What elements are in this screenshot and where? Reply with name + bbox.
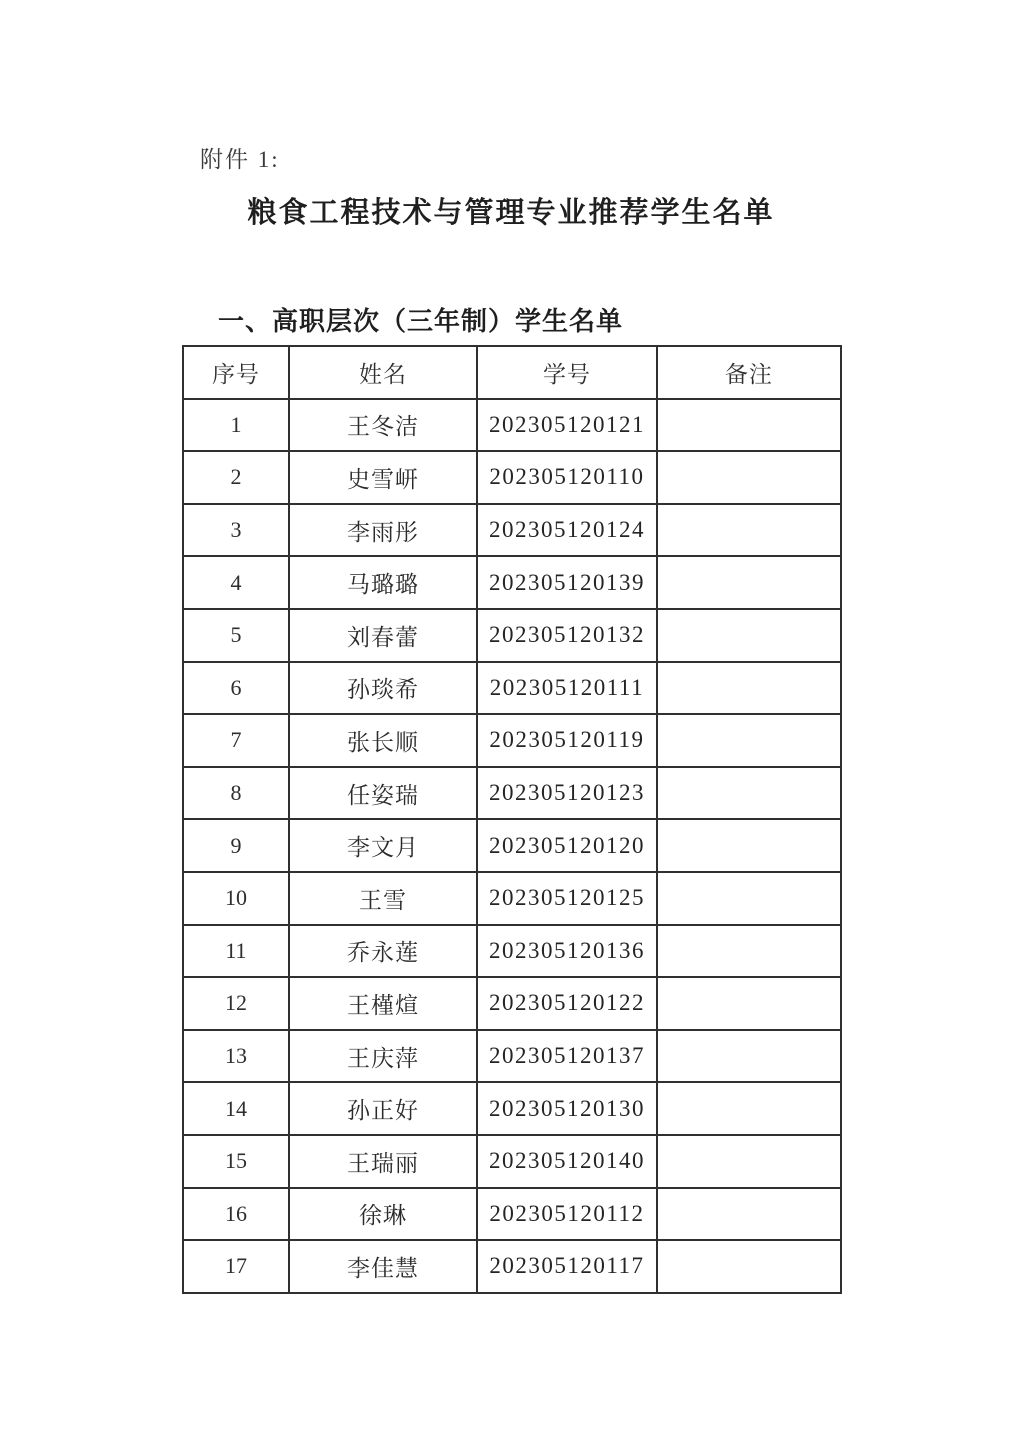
cell-remark xyxy=(657,925,841,978)
cell-remark xyxy=(657,1082,841,1135)
cell-student-id: 202305120120 xyxy=(477,819,657,872)
cell-student-name: 马璐璐 xyxy=(289,556,477,609)
cell-student-name: 王冬洁 xyxy=(289,399,477,452)
cell-student-name: 李佳慧 xyxy=(289,1240,477,1293)
column-header-no: 序号 xyxy=(183,346,289,399)
table-row xyxy=(183,925,841,978)
cell-remark xyxy=(657,1188,841,1241)
table-row xyxy=(183,662,841,715)
cell-student-id: 202305120136 xyxy=(477,925,657,978)
cell-student-name: 王瑞丽 xyxy=(289,1135,477,1188)
attachment-label: 附件 1: xyxy=(200,147,280,172)
table-row xyxy=(183,451,841,504)
cell-student-id: 202305120119 xyxy=(477,714,657,767)
cell-serial-number: 15 xyxy=(183,1135,289,1188)
cell-student-name: 李文月 xyxy=(289,819,477,872)
cell-remark xyxy=(657,1240,841,1293)
cell-student-name: 王槿煊 xyxy=(289,977,477,1030)
cell-serial-number: 16 xyxy=(183,1188,289,1241)
column-header-name: 姓名 xyxy=(289,346,477,399)
cell-remark xyxy=(657,399,841,452)
cell-remark xyxy=(657,714,841,767)
cell-student-name: 王庆萍 xyxy=(289,1030,477,1083)
table-row xyxy=(183,1082,841,1135)
cell-serial-number: 2 xyxy=(183,451,289,504)
cell-student-id: 202305120121 xyxy=(477,399,657,452)
cell-student-id: 202305120139 xyxy=(477,556,657,609)
cell-student-name: 孙琰希 xyxy=(289,662,477,715)
cell-remark xyxy=(657,556,841,609)
table-row xyxy=(183,977,841,1030)
cell-student-name: 王雪 xyxy=(289,872,477,925)
cell-student-name: 李雨彤 xyxy=(289,504,477,557)
cell-student-id: 202305120117 xyxy=(477,1240,657,1293)
section-heading: 一、高职层次（三年制）学生名单 xyxy=(218,307,624,336)
cell-student-id: 202305120140 xyxy=(477,1135,657,1188)
cell-serial-number: 10 xyxy=(183,872,289,925)
cell-student-id: 202305120111 xyxy=(477,662,657,715)
table-row xyxy=(183,504,841,557)
cell-serial-number: 8 xyxy=(183,767,289,820)
cell-student-name: 徐琳 xyxy=(289,1188,477,1241)
cell-serial-number: 1 xyxy=(183,399,289,452)
document-title: 粮食工程技术与管理专业推荐学生名单 xyxy=(247,197,775,229)
cell-serial-number: 11 xyxy=(183,925,289,978)
cell-student-id: 202305120124 xyxy=(477,504,657,557)
cell-student-id: 202305120123 xyxy=(477,767,657,820)
cell-student-id: 202305120132 xyxy=(477,609,657,662)
cell-serial-number: 7 xyxy=(183,714,289,767)
cell-serial-number: 4 xyxy=(183,556,289,609)
cell-remark xyxy=(657,1135,841,1188)
cell-remark xyxy=(657,609,841,662)
cell-student-id: 202305120137 xyxy=(477,1030,657,1083)
cell-remark xyxy=(657,819,841,872)
cell-serial-number: 14 xyxy=(183,1082,289,1135)
table-row xyxy=(183,399,841,452)
cell-remark xyxy=(657,662,841,715)
cell-student-name: 史雪岍 xyxy=(289,451,477,504)
cell-serial-number: 9 xyxy=(183,819,289,872)
table-row xyxy=(183,819,841,872)
cell-remark xyxy=(657,977,841,1030)
table-row xyxy=(183,609,841,662)
cell-serial-number: 12 xyxy=(183,977,289,1030)
cell-serial-number: 3 xyxy=(183,504,289,557)
cell-serial-number: 13 xyxy=(183,1030,289,1083)
cell-student-id: 202305120125 xyxy=(477,872,657,925)
column-header-student-id: 学号 xyxy=(477,346,657,399)
table-row xyxy=(183,767,841,820)
cell-serial-number: 17 xyxy=(183,1240,289,1293)
cell-student-id: 202305120122 xyxy=(477,977,657,1030)
column-header-remark: 备注 xyxy=(657,346,841,399)
table-header-row xyxy=(183,346,841,399)
table-row xyxy=(183,1030,841,1083)
table-row xyxy=(183,1240,841,1293)
cell-remark xyxy=(657,767,841,820)
cell-serial-number: 6 xyxy=(183,662,289,715)
cell-student-name: 孙正好 xyxy=(289,1082,477,1135)
cell-student-id: 202305120112 xyxy=(477,1188,657,1241)
cell-remark xyxy=(657,451,841,504)
cell-remark xyxy=(657,1030,841,1083)
cell-student-id: 202305120130 xyxy=(477,1082,657,1135)
student-list-table xyxy=(182,345,842,1294)
cell-student-name: 任姿瑞 xyxy=(289,767,477,820)
table-row xyxy=(183,1135,841,1188)
cell-student-name: 张长顺 xyxy=(289,714,477,767)
cell-student-id: 202305120110 xyxy=(477,451,657,504)
table-row xyxy=(183,714,841,767)
cell-student-name: 刘春蕾 xyxy=(289,609,477,662)
cell-remark xyxy=(657,504,841,557)
table-row xyxy=(183,556,841,609)
table-row xyxy=(183,872,841,925)
cell-serial-number: 5 xyxy=(183,609,289,662)
cell-student-name: 乔永莲 xyxy=(289,925,477,978)
table-row xyxy=(183,1188,841,1241)
cell-remark xyxy=(657,872,841,925)
